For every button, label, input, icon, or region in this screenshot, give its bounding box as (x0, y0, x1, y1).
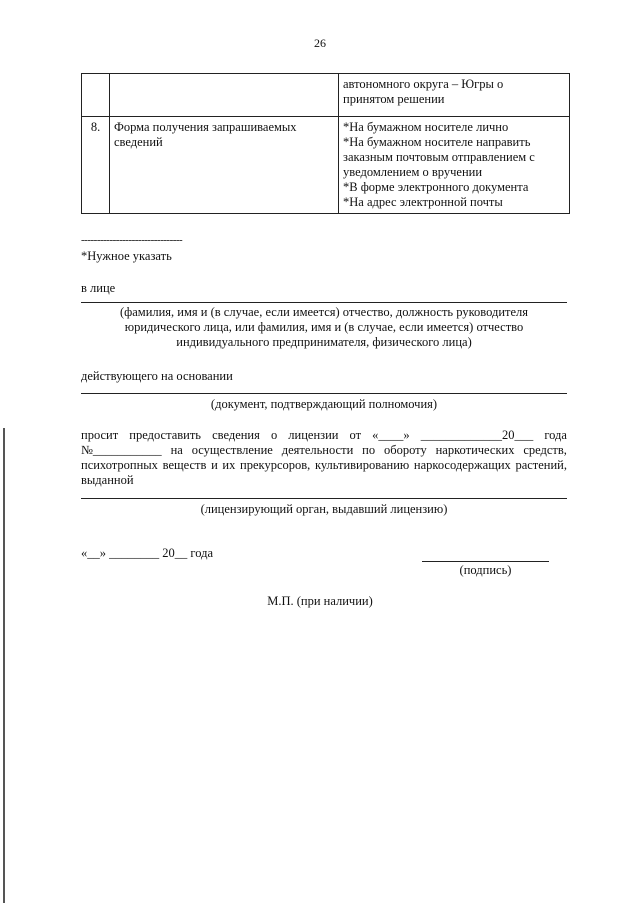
word: от (349, 428, 362, 442)
word: лицензии (288, 428, 339, 442)
in-person-label: в лице (81, 281, 116, 295)
request-line-2 (81, 443, 567, 458)
value-line: заказным почтовым отправлением с (343, 150, 535, 164)
row-value (339, 117, 570, 214)
word: о (270, 428, 278, 442)
footnote-text: *Нужное указать (81, 249, 172, 263)
in-person-caption (81, 305, 567, 350)
date-field: «__» ________ 20__ года (81, 546, 213, 560)
word: осуществление (191, 443, 273, 457)
word: обороту (383, 443, 427, 457)
word: просит (81, 428, 119, 442)
authority-caption: (лицензирующий орган, выдавший лицензию) (200, 502, 448, 516)
license-number-blank: №___________ (81, 443, 162, 457)
value-line: *На бумажном носителе направить (343, 135, 531, 149)
page-number: 26 (314, 36, 326, 50)
request-line-1 (81, 428, 567, 443)
table-row (82, 74, 570, 117)
word: года (544, 428, 567, 442)
signature-caption: (подпись) (459, 563, 512, 577)
value-line: *В форме электронного документа (343, 180, 529, 194)
value-line: уведомлением о вручении (343, 165, 483, 179)
row-value (339, 74, 570, 117)
value-line: *На бумажном носителе лично (343, 120, 509, 134)
caption-line: юридического лица, или фамилия, имя и (в случае, если имеется) отчество (124, 320, 524, 334)
request-table (81, 73, 570, 214)
basis-label: действующего на основании (81, 369, 233, 383)
row-number: 8. (82, 117, 110, 214)
word: наркотических (435, 443, 515, 457)
caption-line: (фамилия, имя и (в случае, если имеется) отчество, должность руководителя (119, 305, 529, 319)
value-line: автономного округа – Югры о (343, 77, 504, 91)
value-line: принятом решении (343, 92, 445, 106)
word: по (362, 443, 376, 457)
caption-line: индивидуального предпринимателя, физического лица) (176, 335, 472, 349)
date-day-blank: «____» (372, 428, 410, 442)
word: предоставить (129, 428, 201, 442)
word: деятельности (281, 443, 354, 457)
request-paragraph (81, 428, 567, 488)
basis-line (81, 393, 567, 394)
authority-line (81, 498, 567, 499)
footnote-separator: -------------------------------- (81, 234, 183, 246)
date-year-blank: _____________20___ (420, 428, 534, 442)
word: сведения (212, 428, 260, 442)
word: на (170, 443, 183, 457)
value-line: *На адрес электронной почты (343, 195, 503, 209)
signature-line (422, 561, 549, 562)
basis-caption: (документ, подтверждающий полномочия) (210, 397, 438, 411)
in-person-line (81, 302, 567, 303)
request-line-3: психотропных веществ и их прекурсоров, культивированию наркосодержащих растений, (81, 458, 567, 472)
scan-edge-mark (3, 428, 5, 903)
request-line-4: выданной (81, 473, 134, 487)
stamp-place: М.П. (при наличии) (267, 594, 373, 608)
row-field (110, 74, 339, 117)
word: средств, (523, 443, 567, 457)
row-number (82, 74, 110, 117)
table-row (82, 117, 570, 214)
row-field: Форма получения запрашиваемых сведений (110, 117, 339, 214)
